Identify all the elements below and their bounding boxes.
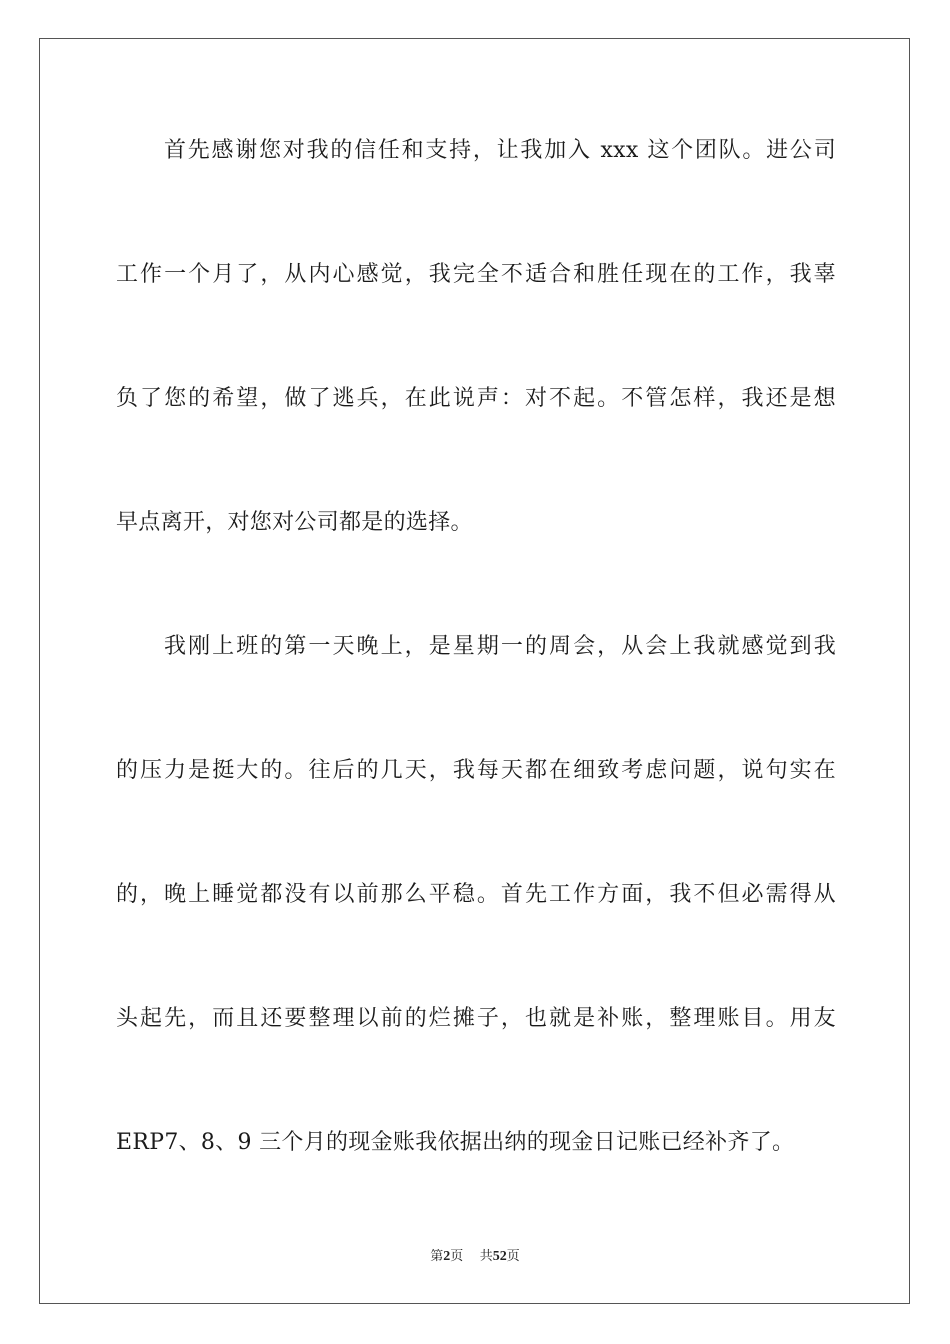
paragraph-2-line-4: 头起先，而且还要整理以前的烂摊子，也就是补账，整理账目。用友 (116, 1006, 836, 1031)
paragraph-1-line-4: 早点离开，对您对公司都是的选择。 (116, 510, 473, 535)
paragraph-1-line-3: 负了您的希望，做了逃兵，在此说声：对不起。不管怎样，我还是想 (116, 386, 836, 411)
total-suffix: 页 (506, 1249, 520, 1264)
page-prefix: 第 (430, 1249, 444, 1264)
paragraph-1-line-2: 工作一个月了，从内心感觉，我完全不适合和胜任现在的工作，我辜 (116, 262, 836, 287)
page-number: 2 (443, 1249, 451, 1264)
paragraph-2-line-3: 的，晚上睡觉都没有以前那么平稳。首先工作方面，我不但必需得从 (116, 882, 836, 907)
page-border (39, 38, 910, 1304)
paragraph-2-line-1: 我刚上班的第一天晚上，是星期一的周会，从会上我就感觉到我 (164, 634, 836, 659)
paragraph-2-line-5: ERP7、8、9 三个月的现金账我依据出纳的现金日记账已经补齐了。 (116, 1130, 795, 1155)
paragraph-2-line-2: 的压力是挺大的。往后的几天，我每天都在细致考虑问题，说句实在 (116, 758, 836, 783)
total-pages: 52 (492, 1249, 507, 1264)
page-suffix: 页 (450, 1249, 464, 1264)
page-footer (0, 1248, 950, 1266)
total-prefix: 共 (479, 1249, 493, 1264)
paragraph-1-line-1: 首先感谢您对我的信任和支持，让我加入 xxx 这个团队。进公司 (164, 138, 836, 163)
